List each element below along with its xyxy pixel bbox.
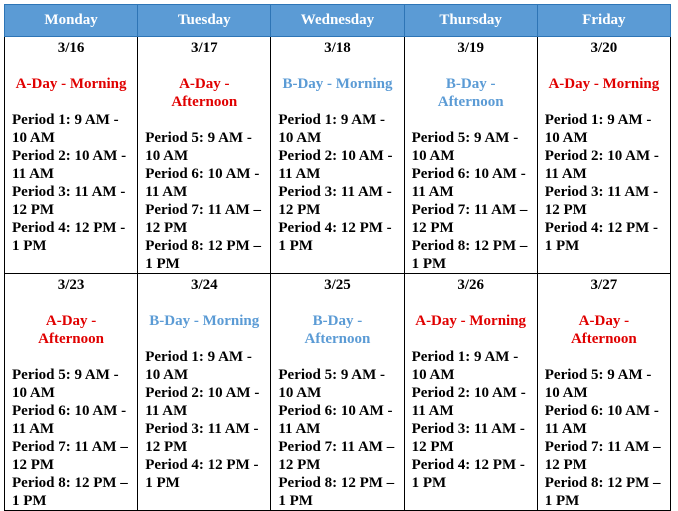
day-cell	[271, 37, 404, 274]
period-entry: Period 6: 10 AM - 11 AM	[145, 166, 260, 200]
week-row	[5, 37, 671, 274]
period-entry: Period 5: 9 AM - 10 AM	[544, 367, 652, 401]
period-entry: Period 8: 12 PM – 1 PM	[544, 475, 661, 509]
rotation-label: A-Day - Afternoon	[38, 313, 104, 347]
day-cell	[138, 274, 271, 511]
period-entry: Period 1: 9 AM - 10 AM	[411, 349, 519, 383]
day-date: 3/19	[457, 40, 484, 56]
period-entry: Period 2: 10 AM - 11 AM	[145, 385, 260, 419]
rotation-label: B-Day - Morning	[282, 76, 393, 92]
day-cell	[271, 274, 404, 511]
period-entry: Period 2: 10 AM - 11 AM	[12, 148, 127, 182]
period-entry: Period 2: 10 AM - 11 AM	[278, 148, 393, 182]
rotation-label: A-Day - Afternoon	[570, 313, 637, 347]
period-entry: Period 3: 11 AM - 12 PM	[411, 421, 525, 455]
period-entry: Period 1: 9 AM - 10 AM	[145, 349, 252, 383]
period-entry: Period 4: 12 PM - 1 PM	[544, 220, 659, 254]
period-entry: Period 4: 12 PM - 1 PM	[278, 220, 392, 254]
period-entry: Period 3: 11 AM - 12 PM	[12, 184, 126, 218]
period-entry: Period 3: 11 AM - 12 PM	[544, 184, 659, 218]
rotation-label: A-Day - Morning	[415, 313, 527, 329]
period-entry: Period 8: 12 PM – 1 PM	[278, 475, 395, 509]
day-date: 3/27	[590, 277, 618, 293]
header-monday: Monday	[5, 5, 138, 37]
period-entry: Period 6: 10 AM - 11 AM	[278, 403, 393, 437]
schedule-table	[4, 4, 671, 511]
day-date: 3/24	[190, 277, 218, 293]
period-entry: Period 1: 9 AM - 10 AM	[544, 112, 652, 146]
period-entry: Period 7: 11 AM – 12 PM	[145, 202, 262, 236]
period-entry: Period 3: 11 AM - 12 PM	[145, 421, 259, 455]
day-date: 3/18	[324, 40, 351, 56]
day-date: 3/20	[590, 40, 618, 56]
period-entry: Period 1: 9 AM - 10 AM	[278, 112, 386, 146]
period-entry: Period 5: 9 AM - 10 AM	[145, 130, 252, 164]
rotation-label: B-Day - Morning	[149, 313, 260, 329]
period-entry: Period 8: 12 PM – 1 PM	[411, 238, 528, 272]
period-entry: Period 2: 10 AM - 11 AM	[411, 385, 526, 419]
day-cell	[404, 37, 537, 274]
day-date: 3/17	[190, 40, 218, 56]
header-friday: Friday	[537, 5, 670, 37]
week-row	[5, 274, 671, 511]
header-tuesday: Tuesday	[138, 5, 271, 37]
period-entry: Period 5: 9 AM - 10 AM	[278, 367, 386, 401]
day-date: 3/16	[57, 40, 85, 56]
period-entry: Period 1: 9 AM - 10 AM	[12, 112, 119, 146]
schedule-body	[5, 37, 671, 511]
period-entry: Period 6: 10 AM - 11 AM	[12, 403, 127, 437]
period-entry: Period 4: 12 PM - 1 PM	[411, 457, 525, 491]
period-entry: Period 8: 12 PM – 1 PM	[12, 475, 128, 509]
rotation-label: A-Day - Morning	[548, 76, 660, 92]
period-entry: Period 4: 12 PM - 1 PM	[12, 220, 126, 254]
period-entry: Period 8: 12 PM – 1 PM	[145, 238, 261, 272]
day-cell	[138, 37, 271, 274]
rotation-label: B-Day - Afternoon	[304, 313, 371, 347]
period-entry: Period 5: 9 AM - 10 AM	[12, 367, 119, 401]
period-entry: Period 2: 10 AM - 11 AM	[544, 148, 659, 182]
day-date: 3/23	[57, 277, 85, 293]
day-cell	[404, 274, 537, 511]
rotation-label: A-Day - Afternoon	[171, 76, 238, 110]
period-entry: Period 6: 10 AM - 11 AM	[411, 166, 526, 200]
header-thursday: Thursday	[404, 5, 537, 37]
day-cell	[537, 274, 670, 511]
period-entry: Period 5: 9 AM - 10 AM	[411, 130, 519, 164]
period-entry: Period 4: 12 PM - 1 PM	[145, 457, 259, 491]
period-entry: Period 6: 10 AM - 11 AM	[544, 403, 659, 437]
period-entry: Period 7: 11 AM – 12 PM	[278, 439, 395, 473]
rotation-label: A-Day - Morning	[15, 76, 127, 92]
period-entry: Period 3: 11 AM - 12 PM	[278, 184, 392, 218]
rotation-label: B-Day - Afternoon	[437, 76, 504, 110]
period-entry: Period 7: 11 AM – 12 PM	[411, 202, 528, 236]
period-entry: Period 7: 11 AM – 12 PM	[544, 439, 661, 473]
header-wednesday: Wednesday	[271, 5, 404, 37]
header-row	[5, 5, 671, 37]
day-cell	[5, 37, 138, 274]
period-entry: Period 7: 11 AM – 12 PM	[12, 439, 128, 473]
day-cell	[537, 37, 670, 274]
day-date: 3/25	[324, 277, 351, 293]
day-cell	[5, 274, 138, 511]
day-date: 3/26	[457, 277, 484, 293]
